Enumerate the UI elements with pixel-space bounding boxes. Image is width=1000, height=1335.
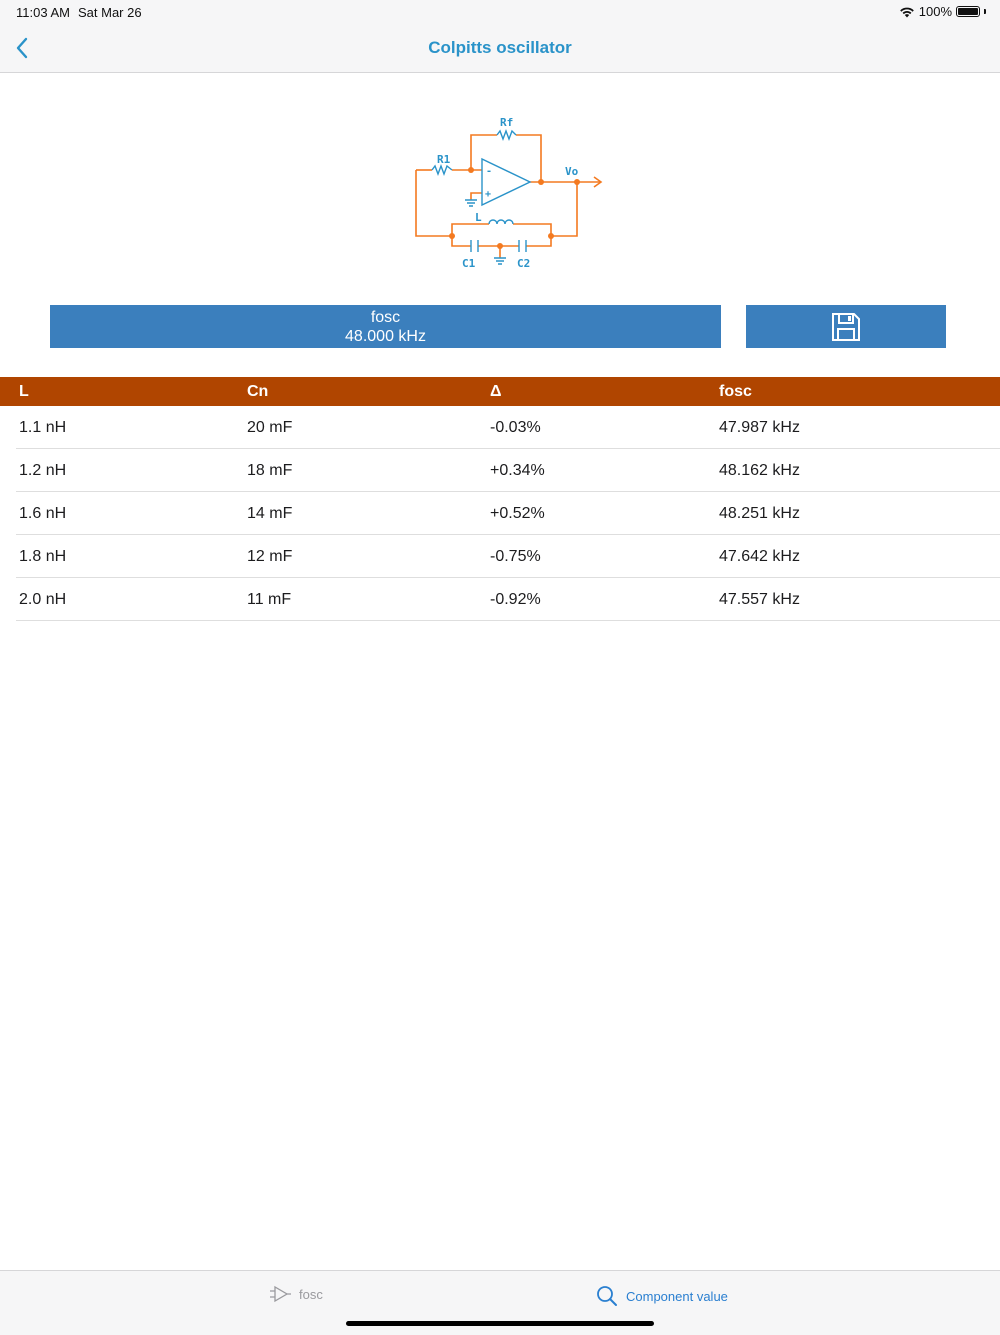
cell-l: 1.8 nH (19, 548, 67, 565)
label-c1: C1 (462, 257, 476, 270)
status-time: 11:03 AM (16, 5, 70, 20)
home-indicator (346, 1321, 654, 1326)
cell-fosc: 47.987 kHz (719, 419, 800, 436)
table-row[interactable] (16, 578, 1000, 621)
tab-component-label: Component value (626, 1288, 728, 1304)
battery-icon (956, 6, 980, 17)
battery-tip (984, 9, 986, 14)
table-row[interactable] (16, 492, 1000, 535)
table-row[interactable] (16, 449, 1000, 492)
label-r1: R1 (437, 153, 451, 166)
cell-delta: -0.75% (490, 548, 541, 565)
cell-l: 1.6 nH (19, 505, 67, 522)
result-value: 48.000 kHz (345, 328, 426, 345)
circuit-diagram (406, 110, 608, 276)
cell-cn: 14 mF (247, 505, 293, 522)
header-fosc: fosc (719, 383, 752, 400)
navigation-bar (0, 24, 1000, 73)
label-c2: C2 (517, 257, 531, 270)
results-table (0, 406, 1000, 621)
tab-fosc-label: fosc (299, 1286, 323, 1302)
label-rf: Rf (500, 116, 514, 129)
battery-percentage: 100% (918, 4, 952, 19)
cell-fosc: 48.162 kHz (719, 462, 800, 479)
floppy-disk-icon (831, 312, 861, 342)
table-row[interactable] (16, 406, 1000, 449)
cell-delta: -0.03% (490, 419, 541, 436)
cell-delta: +0.52% (490, 505, 545, 522)
tab-component-value[interactable] (596, 1285, 728, 1307)
cell-fosc: 47.642 kHz (719, 548, 800, 565)
table-row[interactable] (16, 535, 1000, 578)
cell-cn: 20 mF (247, 419, 293, 436)
label-vo: Vo (565, 165, 579, 178)
header-cn: Cn (247, 383, 269, 400)
cell-delta: +0.34% (490, 462, 545, 479)
status-indicators (899, 4, 986, 19)
cell-cn: 11 mF (247, 591, 292, 608)
label-minus: - (486, 166, 493, 177)
fosc-result-button[interactable] (50, 305, 721, 348)
cell-delta: -0.92% (490, 591, 541, 608)
status-date: Sat Mar 26 (78, 5, 142, 20)
page-title: Colpitts oscillator (428, 38, 572, 57)
status-bar (0, 0, 1000, 24)
save-button[interactable] (746, 305, 946, 348)
tab-fosc[interactable] (269, 1285, 323, 1303)
result-label: fosc (370, 309, 401, 326)
cell-l: 2.0 nH (19, 591, 67, 608)
cell-fosc: 48.251 kHz (719, 505, 800, 522)
op-amp-icon (269, 1285, 291, 1303)
header-delta: Δ (490, 383, 502, 400)
table-header (0, 377, 1000, 406)
label-l: L (475, 211, 482, 224)
cell-l: 1.1 nH (19, 419, 67, 436)
search-icon (596, 1285, 618, 1307)
cell-fosc: 47.557 kHz (719, 591, 800, 608)
label-plus: + (485, 189, 492, 200)
cell-cn: 18 mF (247, 462, 293, 479)
wifi-icon (899, 6, 915, 18)
cell-cn: 12 mF (247, 548, 293, 565)
header-l: L (19, 383, 29, 400)
cell-l: 1.2 nH (19, 462, 67, 479)
